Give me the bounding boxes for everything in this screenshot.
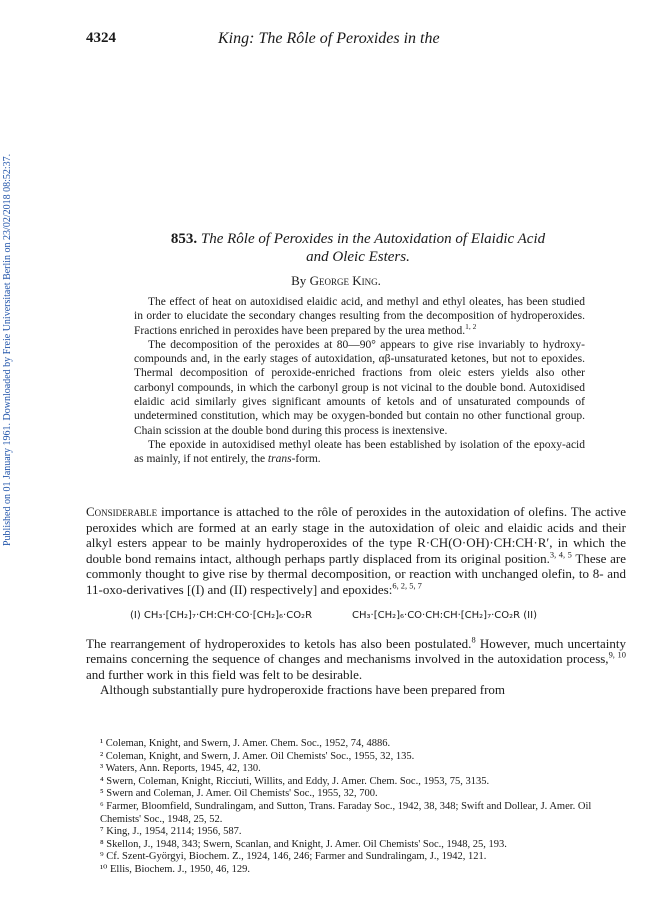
footnote-5: ⁵ Swern and Coleman, J. Amer. Oil Chemists' Soc., 1955, 32, 700. (100, 788, 378, 800)
download-watermark: Published on 01 January 1961. Downloaded by Freie Universitaet Berlin on 23/02/2018 08:52:37. (2, 153, 13, 547)
footnote-7: ⁷ King, J., 1954, 2114; 1956, 587. (100, 826, 242, 838)
byline (0, 273, 672, 289)
running-title: King: The Rôle of Peroxides in the (218, 30, 440, 47)
author-name: George King. (309, 273, 381, 288)
lead-word: Considerable (86, 504, 158, 519)
formula-i: (I) CH₃·[CH₂]₇·CH:CH·CO·[CH₂]₆·CO₂R (130, 609, 313, 621)
abstract-paragraph-3: The epoxide in autoxidised methyl oleate has been established by isolation of the epoxy-acid as mainly, if not entirely, the trans-form. (134, 438, 585, 466)
chemical-formulas (86, 604, 626, 626)
footnote-1: ¹ Coleman, Knight, and Swern, J. Amer. Chem. Soc., 1952, 74, 4886. (100, 738, 391, 749)
title-line-2: and Oleic Esters. (306, 249, 410, 265)
citation-ref: 9, 10 (608, 649, 626, 660)
title-text-1: The Rôle of Peroxides in the Autoxidation of Elaidic Acid (200, 231, 546, 247)
abstract (134, 295, 585, 467)
footnote-4: ⁴ Swern, Coleman, Knight, Ricciuti, Willits, and Eddy, J. Amer. Chem. Soc., 1953, 75, 3135. (100, 775, 490, 787)
body-paragraph-2: The rearrangement of hydroperoxides to ketols has also been postulated.$^8$ However, much uncertainty remains concerning the sequence of changes and mechanisms involved in the autoxidation process,$^{9, 10}$ and further work in this field was felt to be desirable. (86, 634, 626, 682)
body-paragraph-1: Considerable importance is attached to the rôle of peroxides in the autoxidation of olefins. The active peroxides which are formed at an early stage in the autoxidation of oleic and elaidic acids and their alkyl esters appear to be mainly hydroperoxides of the type R·CH(O·OH)·CH:CH·R′, in which the double bond remains intact, although perhaps partly displaced from its original position.$^{3, 4, 5}$ These are commonly thought to give rise by thermal decomposition, or reaction with unchanged olefin, to 8- and 11-oxo-derivatives [(I) and (II) respectively] and epoxides:$^{6, 2, 5, 7}$ (86, 504, 626, 597)
footnote-3: ³ Waters, Ann. Reports, 1945, 42, 130. (100, 763, 261, 775)
footnote-9: ⁹ Cf. Szent-Györgyi, Biochem. Z., 1924, 146, 246; Farmer and Sundralingam, J., 1942, 121. (100, 851, 487, 863)
citation-ref: 6, 2, 5, 7 (392, 580, 422, 591)
abstract-paragraph-1: The effect of heat on autoxidised elaidic acid, and methyl and ethyl oleates, has been studied in order to elucidate the secondary changes resulting from the decomposition of hydroperoxides. Fractions enriched in peroxides have been prepared by the urea method.$^{1, 2}$ (134, 296, 585, 337)
footnotes (86, 738, 626, 877)
footnote-8: ⁸ Skellon, J., 1948, 343; Swern, Scanlan, and Knight, J. Amer. Oil Chemists' Soc., 1948, 25, 193. (100, 838, 507, 850)
formula-ii: CH₃·[CH₂]₆·CO·CH:CH·[CH₂]₇·CO₂R (II) (352, 609, 537, 621)
byline-prefix: By (291, 273, 310, 288)
citation-ref: 8 (471, 634, 476, 645)
citation-ref: 3, 4, 5 (549, 549, 572, 560)
abstract-paragraph-2: The decomposition of the peroxides at 80—90° appears to give rise invariably to hydroxy-compounds and, in the early stages of autoxidation, αβ-unsaturated ketones, but not to epoxides. Thermal decomposition of peroxide-enriched fractions from oleic esters yields also other carbonyl compounds, in which the carbonyl group is not vicinal to the double bond. Autoxidised elaidic acid similarly gives significant amounts of ketols and of unsaturated compounds of undetermined constitution, which may be oxygen-bonded but contain no other functional group. Chain scission at the double bond during this process is inextensive. (134, 338, 585, 437)
footnote-6: ⁶ Farmer, Bloomfield, Sundralingam, and Sutton, Trans. Faraday Soc., 1942, 38, 348; Swift and Dollear, J. Amer. Oil Chemists' Soc., 1948, 25, 52. (100, 800, 592, 825)
page-header (86, 30, 626, 52)
article-title (118, 230, 598, 266)
footnote-2: ² Coleman, Knight, and Swern, J. Amer. Oil Chemists' Soc., 1955, 32, 135. (100, 750, 415, 762)
page-number: 4324 (86, 30, 116, 46)
title-line-1 (118, 230, 598, 248)
article-number: 853. (170, 231, 198, 247)
body-text (86, 504, 626, 698)
citation-ref: 1, 2 (465, 321, 477, 331)
body-paragraph-3: Although substantially pure hydroperoxide fractions have been prepared from (100, 682, 506, 698)
footnote-10: ¹⁰ Ellis, Biochem. J., 1950, 46, 129. (100, 863, 250, 875)
